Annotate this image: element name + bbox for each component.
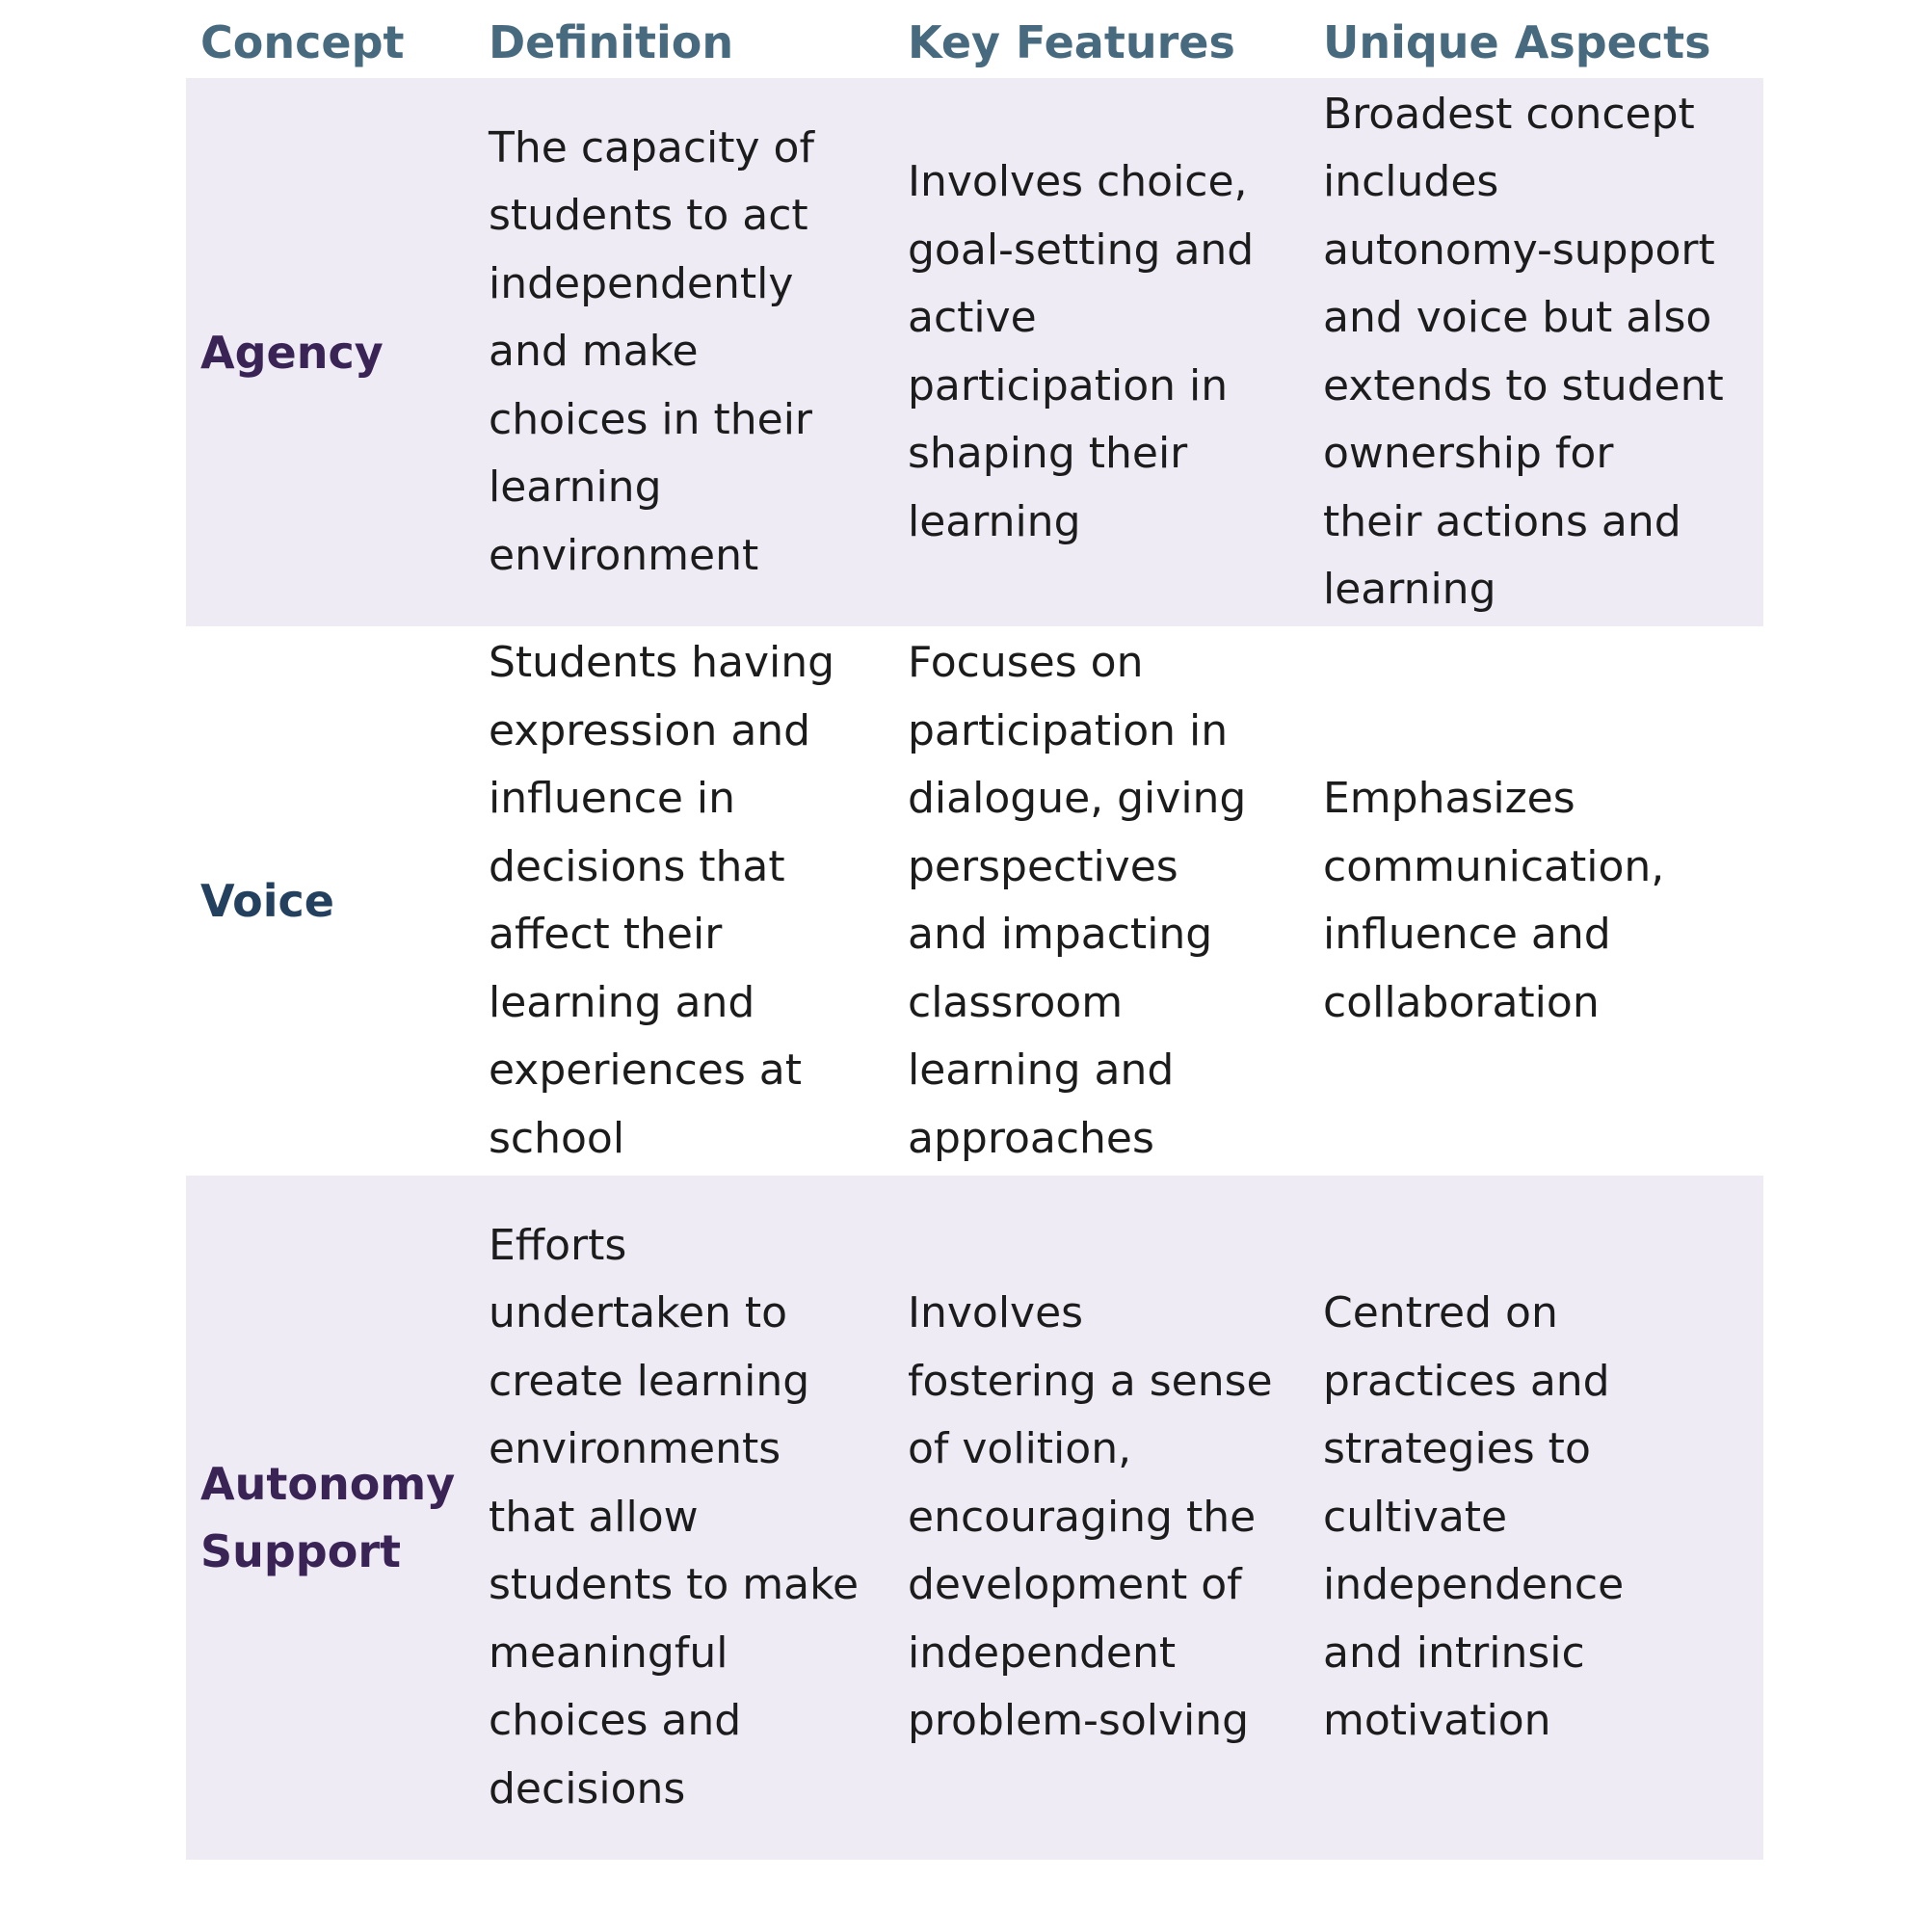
concept-cell — [200, 626, 480, 1176]
definition-text: Efforts undertaken to create learning environments that allow students to make meaningful choices and decisions — [489, 1220, 860, 1813]
header-definition: Definition — [489, 16, 734, 68]
concept-cell — [200, 1176, 480, 1860]
table-header-row — [186, 0, 1763, 78]
concept-comparison-table — [186, 0, 1763, 1860]
header-concept: Concept — [200, 16, 405, 68]
header-unique-aspects: Unique Aspects — [1323, 16, 1711, 68]
key-features-cell — [908, 626, 1312, 1176]
table-row-voice — [186, 626, 1763, 1176]
table-row-agency — [186, 78, 1763, 626]
key-features-text: Involves choice, goal-setting and active participation in shaping their learning — [908, 157, 1255, 546]
key-features-cell — [908, 1176, 1312, 1860]
concept-cell — [200, 78, 480, 626]
unique-aspects-cell — [1323, 1176, 1757, 1860]
concept-label: Autonomy Support — [200, 1458, 456, 1577]
key-features-text: Focuses on participation in dialogue, giving perspectives and impacting classroom learning and approaches — [908, 638, 1247, 1163]
definition-cell — [489, 78, 893, 626]
key-features-cell — [908, 78, 1312, 626]
unique-aspects-text: Emphasizes communication, influence and collaboration — [1323, 774, 1665, 1027]
definition-cell — [489, 626, 893, 1176]
unique-aspects-cell — [1323, 78, 1757, 626]
definition-text: Students having expression and influence in decisions that affect their learning and experiences at school — [489, 638, 835, 1163]
table-row-autonomy-support — [186, 1176, 1763, 1860]
concept-label: Agency — [200, 326, 384, 379]
unique-aspects-text: Broadest concept includes autonomy-support and voice but also extends to student ownership for their actions and learning — [1323, 89, 1724, 614]
concept-label: Voice — [200, 875, 334, 927]
unique-aspects-cell — [1323, 626, 1757, 1176]
key-features-text: Involves fostering a sense of volition, encouraging the development of independent problem-solving — [908, 1288, 1273, 1746]
definition-text: The capacity of students to act independently and make choices in their learning environment — [489, 122, 814, 580]
definition-cell — [489, 1176, 893, 1860]
header-key-features: Key Features — [908, 16, 1235, 68]
unique-aspects-text: Centred on practices and strategies to cultivate independence and intrinsic motivation — [1323, 1288, 1625, 1746]
